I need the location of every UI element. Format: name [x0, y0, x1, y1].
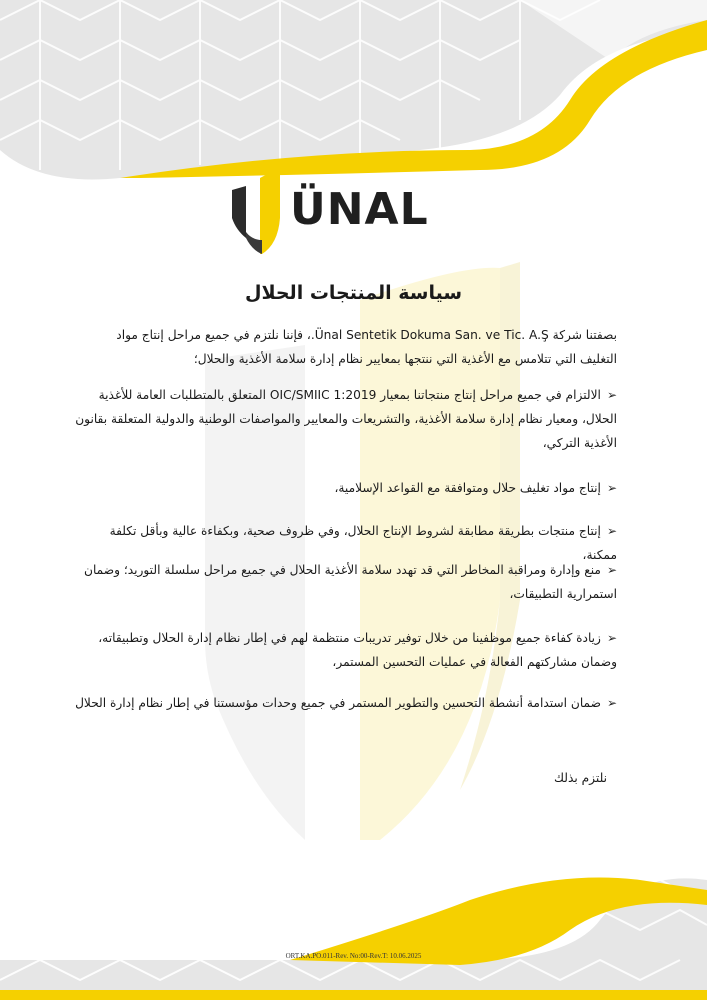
page-title: سياسة المنتجات الحلال	[244, 282, 463, 304]
policy-item-5	[72, 626, 617, 674]
logo-text: ÜNAL	[290, 184, 429, 235]
policy-item-6	[72, 691, 617, 715]
intro-paragraph: بصفتنا شركة Ünal Sentetik Dokuma San. ve Tic. A.Ş.، فإننا نلتزم في جميع مراحل إنتاج مواد التغليف التي تتلامس مع الأغذية التي ننتجها بمعايير نظام إدارة سلامة الأغذية والحلال؛	[116, 328, 617, 366]
arrow-bullet-icon: ➢	[606, 696, 617, 710]
logo-mark-icon	[226, 168, 286, 258]
arrow-bullet-icon: ➢	[606, 481, 617, 495]
arrow-bullet-icon: ➢	[606, 631, 617, 645]
policy-item-text: إنتاج منتجات بطريقة مطابقة لشروط الإنتاج الحلال، وفي ظروف صحية، وبكفاءة عالية وبأقل تكلفة ممكنة،	[109, 524, 617, 562]
policy-item-text: الالتزام في جميع مراحل إنتاج منتجاتنا بمعيار OIC/SMIIC 1:2019 المتعلق بالمتطلبات العامة للأغذية الحلال، ومعيار نظام إدارة سلامة الأغذية، والتشريعات والمعايير والمواصفات الوطنية والدولية المتعلقة بقانون الأغذية التركي،	[75, 388, 617, 450]
policy-item-text: إنتاج مواد تغليف حلال ومتوافقة مع القواعد الإسلامية،	[334, 481, 601, 495]
policy-item-text: منع وإدارة ومراقبة المخاطر التي قد تهدد سلامة الأغذية الحلال في جميع مراحل سلسلة التوريد؛ وضمان استمرارية التطبيقات،	[84, 563, 617, 601]
arrow-bullet-icon: ➢	[606, 563, 617, 577]
closing-statement: نلتزم بذلك	[553, 771, 607, 785]
policy-item-2	[72, 476, 617, 500]
arrow-bullet-icon: ➢	[606, 388, 617, 402]
policy-item-4	[72, 558, 617, 606]
policy-item-text: زيادة كفاءة جميع موظفينا من خلال توفير تدريبات منتظمة لهم في إطار نظام إدارة الحلال وتطبيقاته، وضمان مشاركتهم الفعالة في عمليات التحسين المستمر،	[98, 631, 617, 669]
document-code-footer: ORT.KA.PO.011-Rev. No:00-Rev.T: 10.06.2025	[285, 952, 422, 960]
policy-item-1	[72, 383, 617, 455]
arrow-bullet-icon: ➢	[606, 524, 617, 538]
policy-item-text: ضمان استدامة أنشطة التحسين والتطوير المستمر في جميع وحدات مؤسستنا في إطار نظام إدارة الحلال	[75, 696, 601, 710]
unal-logo	[226, 168, 488, 258]
